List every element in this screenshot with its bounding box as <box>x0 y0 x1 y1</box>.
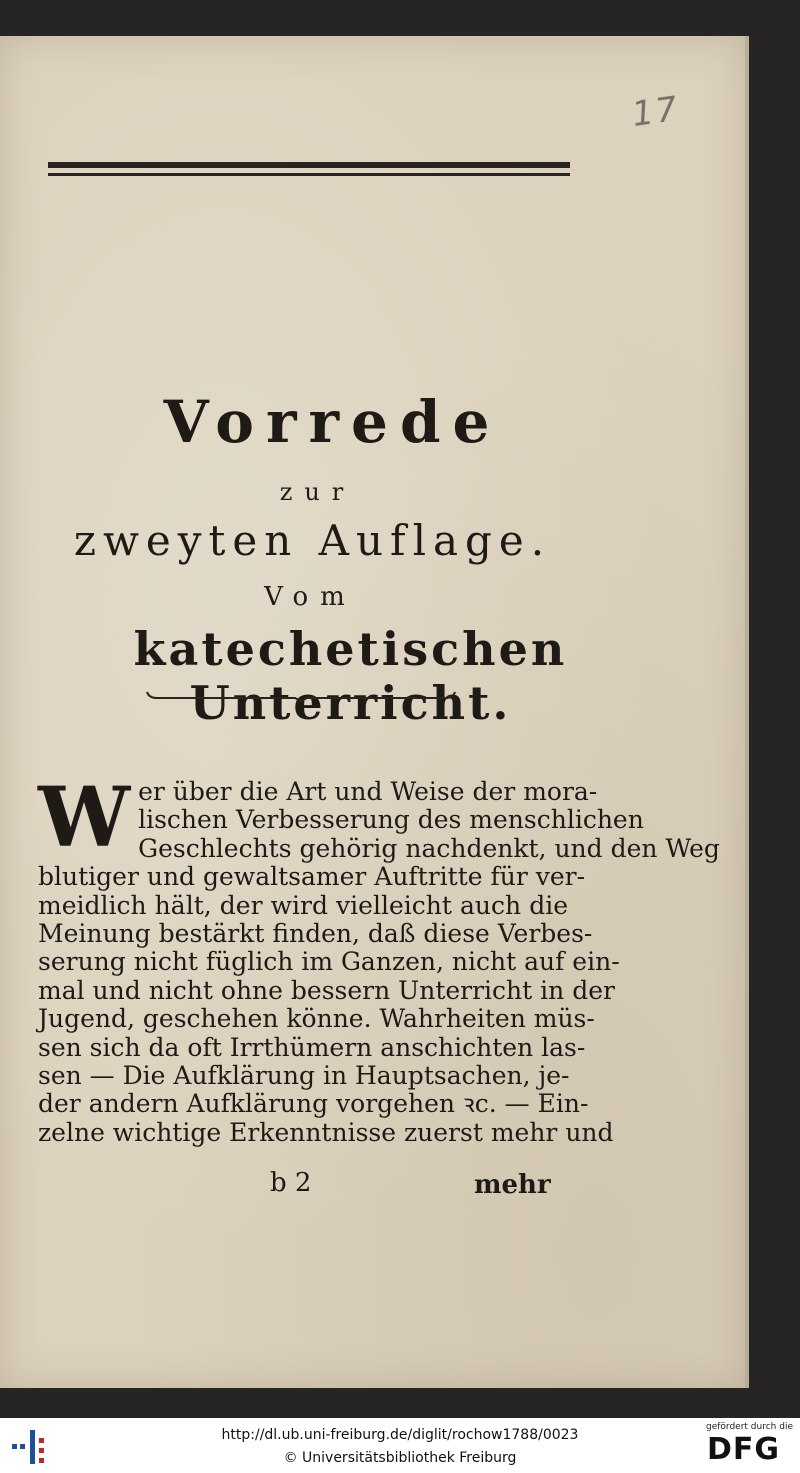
text-line: Meinung bestärkt finden, daß diese Verbes- <box>38 919 593 949</box>
text-line: er über die Art und Weise der mora- <box>138 777 598 806</box>
catchword: mehr <box>474 1170 551 1200</box>
title-vom: Vom <box>264 582 357 612</box>
text-line: blutiger und gewaltsamer Auftritte für ver- <box>38 862 586 892</box>
signature-mark: b 2 <box>270 1168 312 1198</box>
title-zur: zur <box>279 478 356 506</box>
source-url[interactable]: http://dl.ub.uni-freiburg.de/diglit/rochow1788/0023 <box>221 1427 579 1443</box>
top-rule <box>48 162 570 168</box>
title-vorrede: Vorrede <box>163 388 502 456</box>
text-line: meidlich hält, der wird vielleicht auch die <box>38 890 568 920</box>
funding-label: gefördert durch die <box>706 1422 793 1432</box>
text-line: sen — Die Aufklärung in Hauptsachen, je- <box>38 1061 570 1091</box>
text-line: lischen Verbesserung des menschlichen <box>138 805 644 835</box>
text-line: Geschlechts gehörig nachdenkt, und den Weg <box>138 833 720 863</box>
text-line: sen sich da oft Irrthümern anschichten las- <box>38 1032 586 1062</box>
text-line: Jugend, geschehen könne. Wahrheiten müs- <box>38 1004 595 1034</box>
text-line: mal und nicht ohne bessern Unterricht in der <box>38 975 615 1005</box>
folio-number: 17 <box>629 88 682 136</box>
text-line: der andern Aufklärung vorgehen ꝛc. — Ein- <box>38 1089 589 1119</box>
page-edge <box>745 36 749 1388</box>
dfg-logo: DFG <box>707 1432 781 1467</box>
title-zweyten-auflage: zweyten Auflage. <box>73 516 552 565</box>
ornament-divider <box>145 690 457 702</box>
top-rule-thin <box>48 173 570 176</box>
text-line: serung nicht füglich im Ganzen, nicht auf ein- <box>38 947 620 977</box>
title-katechetischen-unterricht: katechetischen Unterricht. <box>133 622 568 730</box>
footer-bar <box>0 1418 800 1473</box>
copyright-text: © Universitätsbibliothek Freiburg <box>283 1450 517 1466</box>
drop-cap: W <box>38 770 131 866</box>
body-paragraph <box>38 770 720 1147</box>
text-line: zelne wichtige Erkenntnisse zuerst mehr und <box>38 1117 614 1147</box>
